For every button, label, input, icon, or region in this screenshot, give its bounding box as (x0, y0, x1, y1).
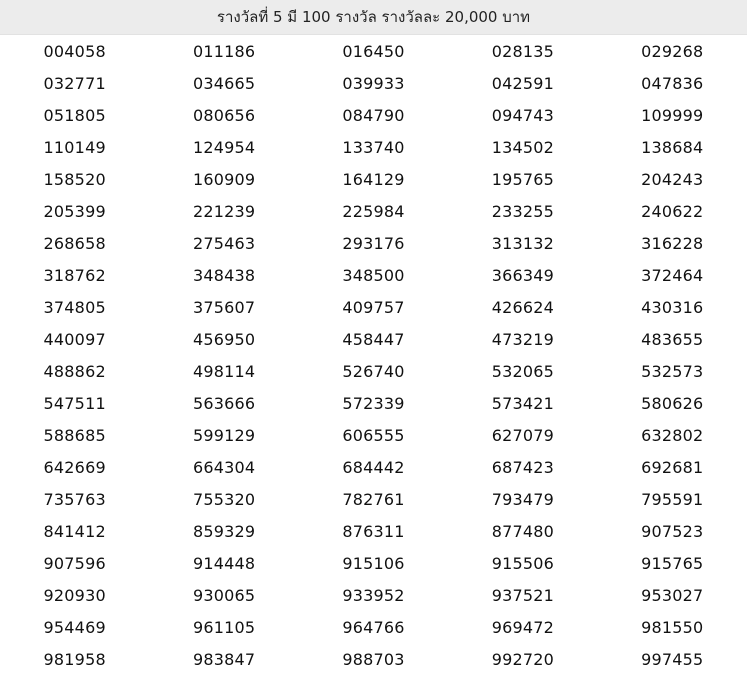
prize-number: 735763 (43, 489, 106, 509)
prize-number: 547511 (43, 393, 106, 413)
prize-number: 051805 (43, 105, 106, 125)
prize-number: 440097 (43, 329, 106, 349)
prize-number: 488862 (43, 361, 106, 381)
prize-number: 920930 (43, 585, 106, 605)
table-row (0, 35, 747, 67)
prize-number: 348438 (192, 265, 256, 285)
table-row (0, 291, 747, 323)
table-row (0, 643, 747, 675)
prize-number: 473219 (491, 329, 554, 349)
prize-number: 240622 (641, 201, 704, 221)
prize-number: 109999 (641, 105, 704, 125)
prize-number: 588685 (43, 425, 106, 445)
prize-header (0, 0, 747, 35)
prize-number: 914448 (192, 553, 256, 573)
prize-number: 047836 (641, 73, 704, 93)
prize-number: 573421 (491, 393, 554, 413)
prize-number: 841412 (43, 521, 106, 541)
prize-number: 687423 (491, 457, 554, 477)
prize-number: 563666 (192, 393, 256, 413)
prize-number: 632802 (641, 425, 704, 445)
prize-number: 004058 (43, 41, 106, 61)
prize-number: 997455 (641, 649, 704, 669)
table-row (0, 483, 747, 515)
prize-number: 268658 (43, 233, 106, 253)
table-row (0, 515, 747, 547)
prize-number: 426624 (491, 297, 554, 317)
prize-number: 795591 (641, 489, 704, 509)
prize-number: 572339 (342, 393, 405, 413)
prize-number: 134502 (491, 137, 554, 157)
prize-number: 981958 (43, 649, 106, 669)
prize-number: 953027 (641, 585, 704, 605)
prize-number: 532065 (491, 361, 554, 381)
table-row (0, 227, 747, 259)
prize-number: 430316 (641, 297, 704, 317)
table-row (0, 67, 747, 99)
table-row (0, 323, 747, 355)
prize-number: 316228 (641, 233, 704, 253)
prize-number: 032771 (43, 73, 106, 93)
prize-number: 205399 (43, 201, 106, 221)
prize-number: 124954 (192, 137, 256, 157)
table-row (0, 355, 747, 387)
prize-number: 138684 (641, 137, 704, 157)
prize-number: 580626 (641, 393, 704, 413)
prize-number: 988703 (342, 649, 405, 669)
prize-number: 915106 (342, 553, 405, 573)
table-row (0, 99, 747, 131)
table-row (0, 163, 747, 195)
prize-number: 042591 (491, 73, 554, 93)
prize-number: 039933 (342, 73, 405, 93)
prize-number: 094743 (491, 105, 554, 125)
prize-number: 233255 (491, 201, 554, 221)
table-row (0, 387, 747, 419)
prize-number: 133740 (342, 137, 405, 157)
table-row (0, 131, 747, 163)
prize-number: 483655 (641, 329, 704, 349)
prize-number: 348500 (342, 265, 405, 285)
prize-number: 313132 (491, 233, 554, 253)
prize-number: 599129 (192, 425, 256, 445)
prize-number: 526740 (342, 361, 405, 381)
prize-number: 275463 (192, 233, 256, 253)
prize-number: 366349 (491, 265, 554, 285)
prize-number: 983847 (192, 649, 256, 669)
prize-number: 458447 (342, 329, 405, 349)
prize-number: 532573 (641, 361, 704, 381)
table-row (0, 195, 747, 227)
prize-number: 110149 (43, 137, 106, 157)
numbers-body (0, 35, 747, 675)
prize-number: 915506 (491, 553, 554, 573)
prize-number: 456950 (192, 329, 256, 349)
table-row (0, 579, 747, 611)
prize-number: 627079 (491, 425, 554, 445)
prize-number: 937521 (491, 585, 554, 605)
prize-number: 375607 (192, 297, 256, 317)
prize-number: 195765 (491, 169, 554, 189)
prize-number: 964766 (342, 617, 405, 637)
prize-number: 930065 (192, 585, 256, 605)
prize-number: 876311 (342, 521, 405, 541)
prize-number: 933952 (342, 585, 405, 605)
table-row (0, 419, 747, 451)
prize-number: 981550 (641, 617, 704, 637)
prize-number: 969472 (491, 617, 554, 637)
prize-number: 755320 (192, 489, 256, 509)
prize-numbers-table (0, 35, 747, 675)
prize-number: 318762 (43, 265, 106, 285)
prize-number: 028135 (491, 41, 554, 61)
prize-number: 664304 (192, 457, 256, 477)
prize-number: 915765 (641, 553, 704, 573)
prize-number: 954469 (43, 617, 106, 637)
prize-number: 158520 (43, 169, 106, 189)
prize-number: 961105 (192, 617, 256, 637)
prize-number: 204243 (641, 169, 704, 189)
table-row (0, 611, 747, 643)
table-row (0, 451, 747, 483)
prize-number: 160909 (192, 169, 256, 189)
prize-number: 782761 (342, 489, 405, 509)
prize-number: 498114 (192, 361, 256, 381)
prize-number: 029268 (641, 41, 704, 61)
prize-number: 793479 (491, 489, 554, 509)
prize-number: 859329 (192, 521, 256, 541)
prize-number: 084790 (342, 105, 405, 125)
prize-title: รางวัลที่ 5 มี 100 รางวัล รางวัลละ 20,000 บาท (216, 8, 531, 26)
prize-number: 642669 (43, 457, 106, 477)
prize-number: 016450 (342, 41, 405, 61)
table-row (0, 547, 747, 579)
prize-number: 225984 (342, 201, 405, 221)
prize-number: 907523 (641, 521, 704, 541)
prize-number: 374805 (43, 297, 106, 317)
prize-number: 034665 (192, 73, 256, 93)
table-row (0, 259, 747, 291)
prize-number: 684442 (342, 457, 405, 477)
prize-number: 221239 (192, 201, 256, 221)
prize-number: 372464 (641, 265, 704, 285)
prize-number: 011186 (192, 41, 256, 61)
prize-number: 080656 (192, 105, 256, 125)
prize-number: 907596 (43, 553, 106, 573)
prize-number: 409757 (342, 297, 405, 317)
prize-number: 992720 (491, 649, 554, 669)
prize-number: 606555 (342, 425, 405, 445)
prize-number: 164129 (342, 169, 405, 189)
prize-number: 293176 (342, 233, 405, 253)
prize-number: 692681 (641, 457, 704, 477)
prize-number: 877480 (491, 521, 554, 541)
